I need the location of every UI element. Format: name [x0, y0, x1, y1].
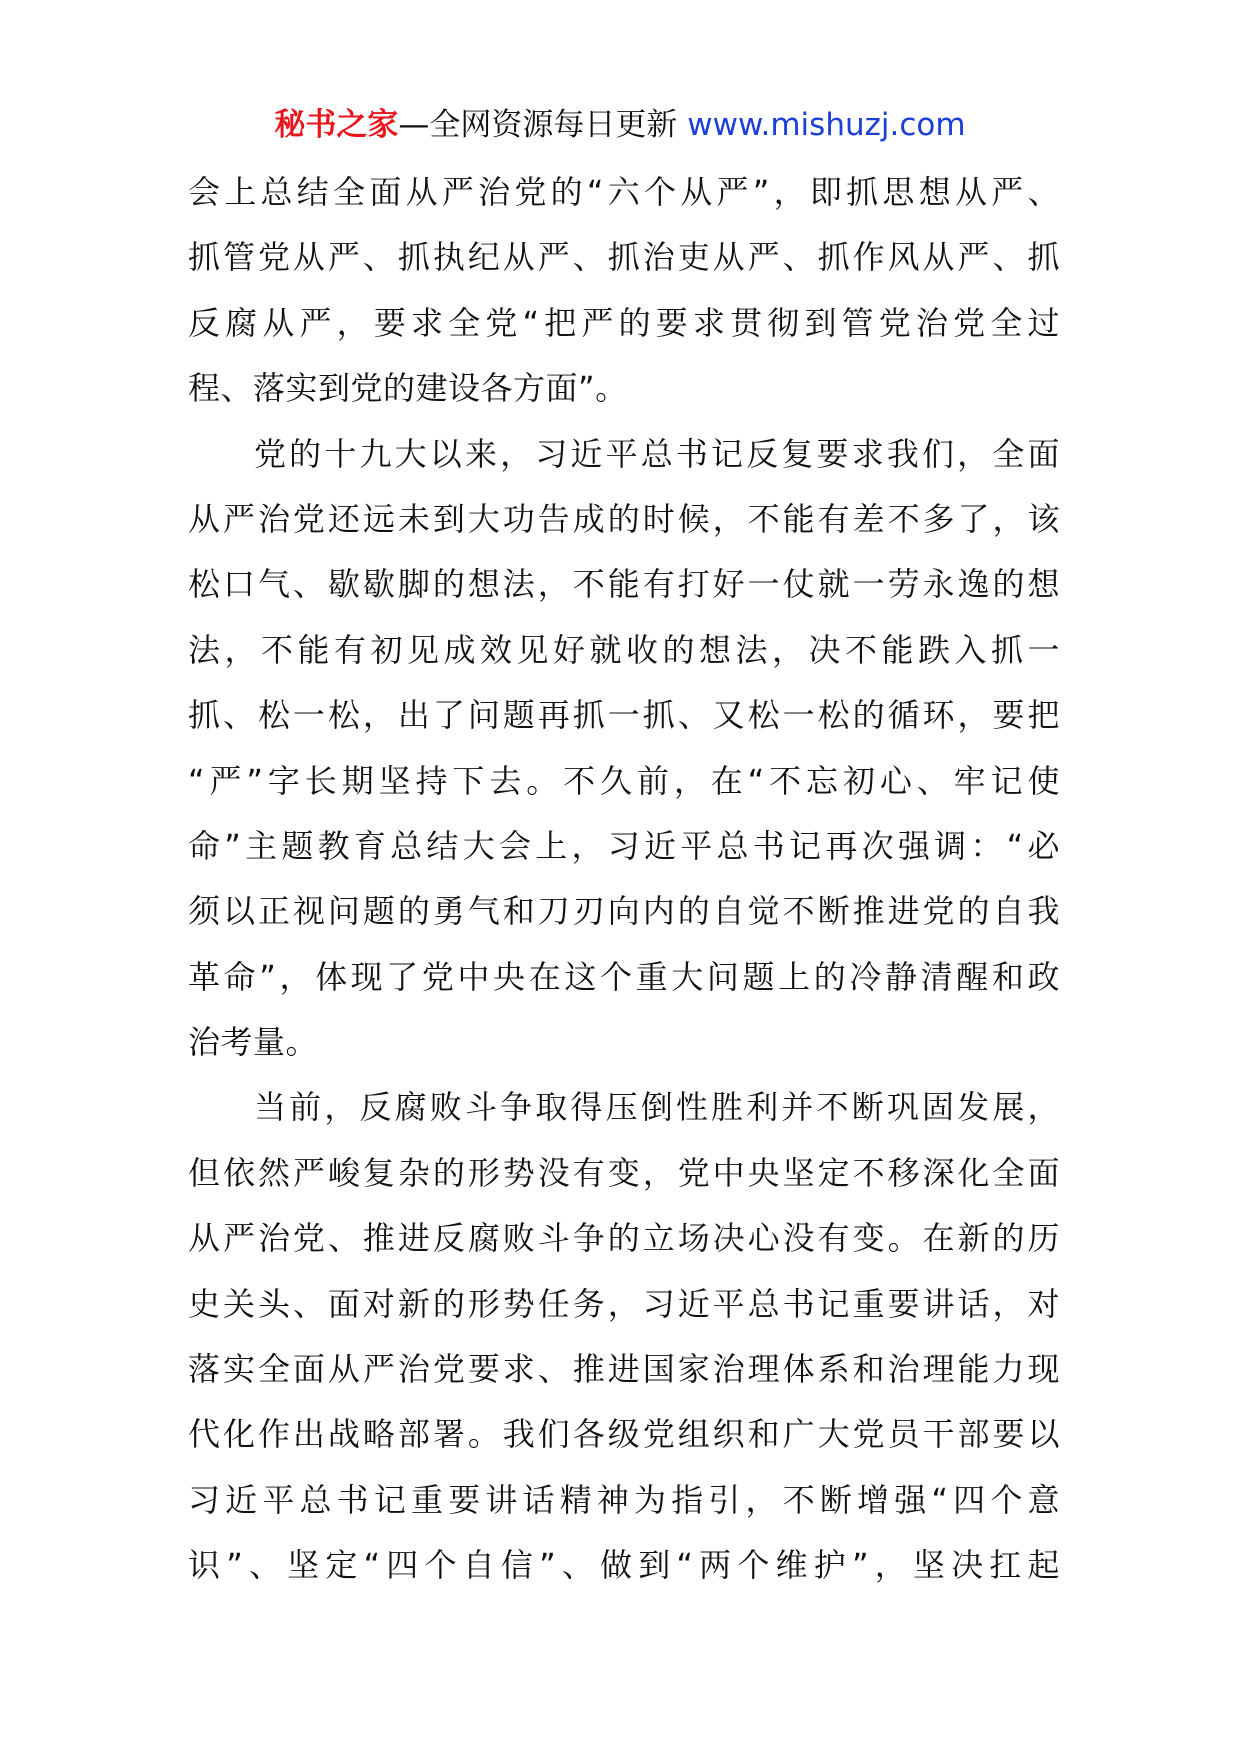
text-line: 松口气、歇歇脚的想法，不能有打好一仗就一劳永逸的想 — [188, 565, 1060, 604]
header-tagline: —全网资源每日更新 — [398, 107, 688, 143]
brand-name: 秘书之家 — [274, 107, 399, 143]
text-line: “严”字长期坚持下去。不久前，在“不忘初心、牢记使 — [188, 761, 1060, 800]
text-line: 反腐从严，要求全党“把严的要求贯彻到管党治党全过 — [188, 303, 1060, 342]
text-line: 当前，反腐败斗争取得压倒性胜利并不断巩固发展， — [254, 1088, 1060, 1127]
page-header — [0, 100, 1240, 150]
text-line: 须以正视问题的勇气和刀刃向内的自觉不断推进党的自我 — [188, 892, 1060, 931]
paragraph — [188, 422, 1060, 1076]
document-body — [188, 160, 1060, 1599]
text-line: 程、落实到党的建设各方面”。 — [188, 369, 628, 408]
text-line: 但依然严峻复杂的形势没有变，党中央坚定不移深化全面 — [188, 1153, 1060, 1192]
text-line: 从严治党还远未到大功告成的时候，不能有差不多了，该 — [188, 499, 1060, 538]
text-line: 治考量。 — [188, 1023, 319, 1062]
text-line: 法，不能有初见成效见好就收的想法，决不能跌入抓一 — [188, 630, 1060, 669]
text-line: 党的十九大以来，习近平总书记反复要求我们，全面 — [254, 434, 1060, 473]
paragraph — [188, 160, 1060, 422]
text-line: 识”、坚定“四个自信”、做到“两个维护”，坚决扛起 — [188, 1546, 1060, 1585]
text-line: 抓、松一松，出了问题再抓一抓、又松一松的循环，要把 — [188, 696, 1060, 735]
text-line: 习近平总书记重要讲话精神为指引，不断增强“四个意 — [188, 1480, 1060, 1519]
text-line: 革命”，体现了党中央在这个重大问题上的冷静清醒和政 — [188, 957, 1060, 996]
text-line: 落实全面从严治党要求、推进国家治理体系和治理能力现 — [188, 1350, 1060, 1389]
text-line: 史关头、面对新的形势任务，习近平总书记重要讲话，对 — [188, 1284, 1060, 1323]
text-line: 代化作出战略部署。我们各级党组织和广大党员干部要以 — [188, 1415, 1060, 1454]
text-line: 抓管党从严、抓执纪从严、抓治吏从严、抓作风从严、抓 — [188, 238, 1060, 277]
header-url[interactable]: www.mishuzj.com — [687, 107, 966, 143]
text-line: 从严治党、推进反腐败斗争的立场决心没有变。在新的历 — [188, 1219, 1060, 1258]
paragraph — [188, 1075, 1060, 1598]
text-line: 会上总结全面从严治党的“六个从严”，即抓思想从严、 — [188, 173, 1060, 211]
text-line: 命”主题教育总结大会上，习近平总书记再次强调：“必 — [188, 826, 1060, 865]
